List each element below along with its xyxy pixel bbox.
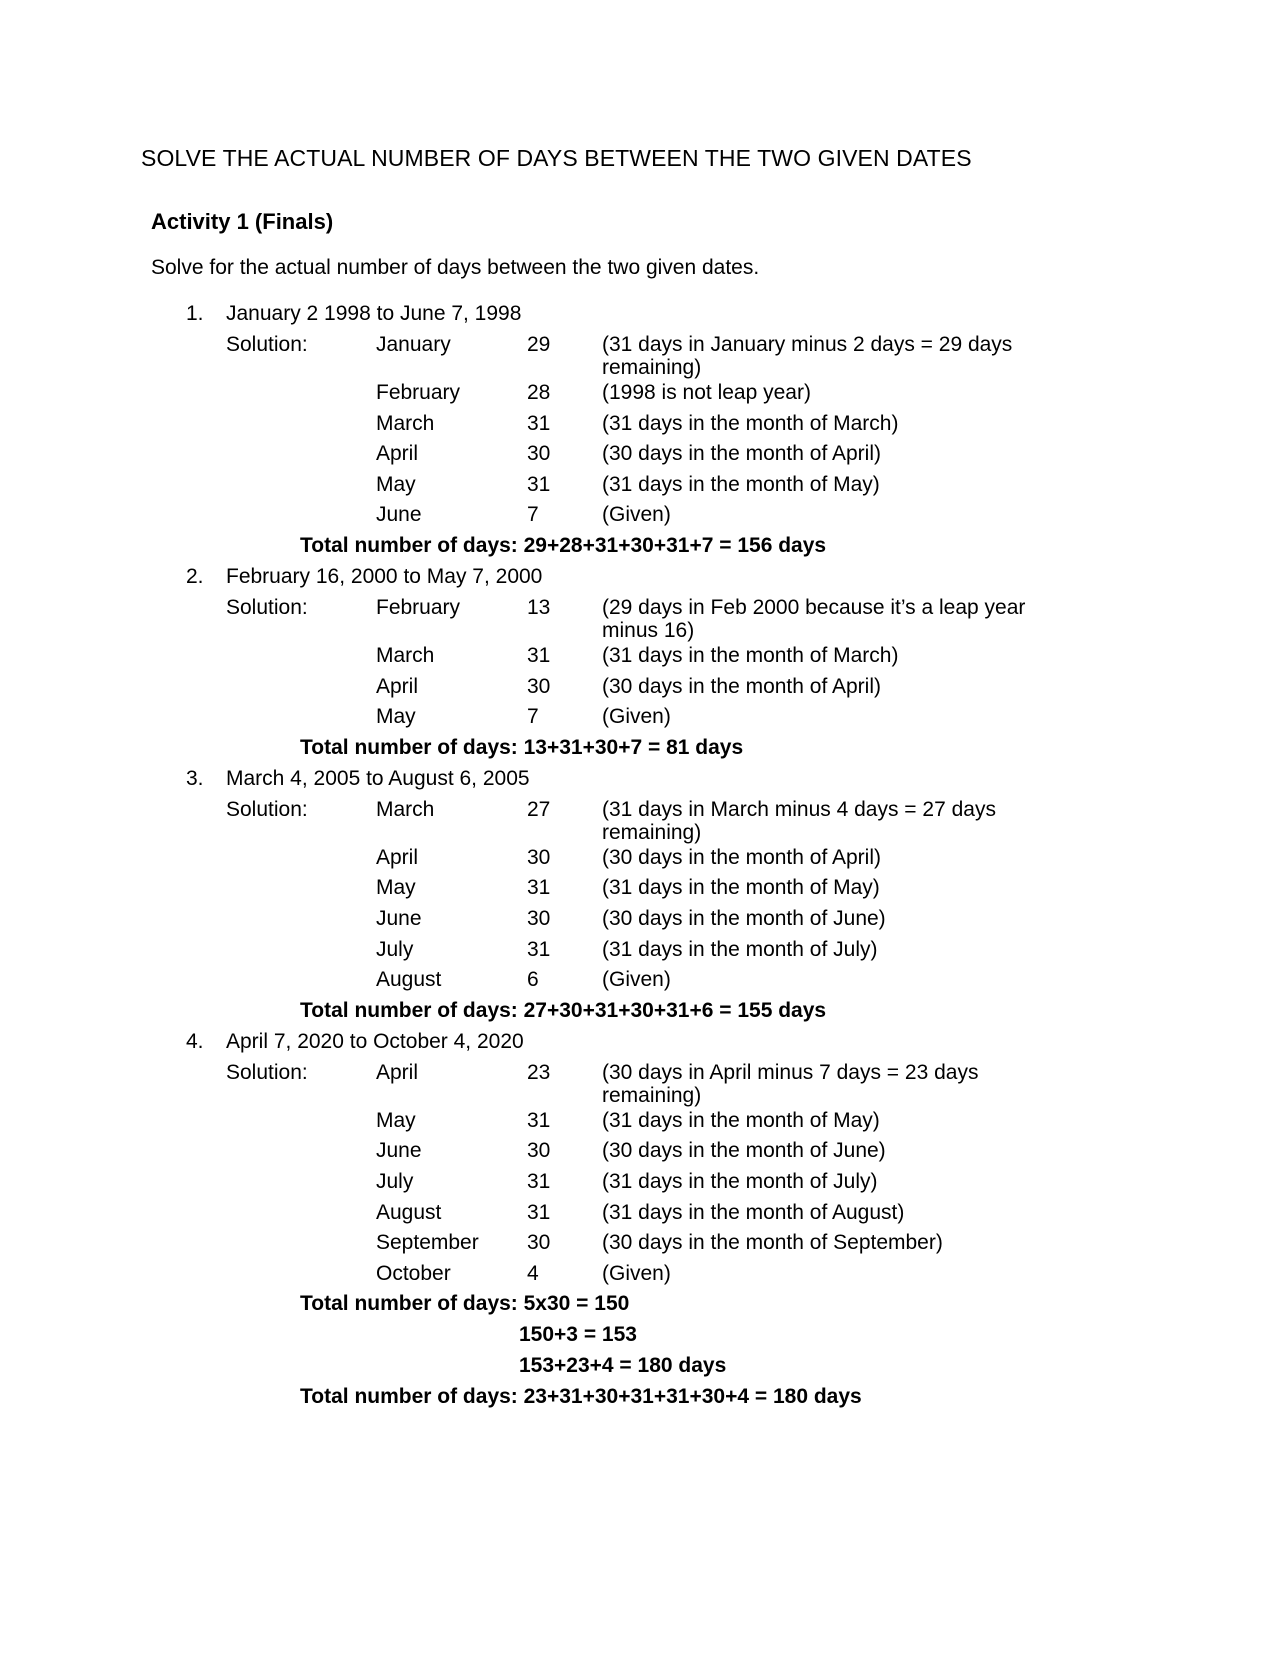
solution-row — [0, 410, 1280, 441]
problem-item — [0, 1028, 1280, 1415]
month-name: April — [376, 442, 419, 466]
total-expression: Total number of days: 5x30 = 150 — [300, 1292, 630, 1316]
row-note: (30 days in the month of April) — [602, 845, 881, 869]
problem-question: February 16, 2000 to May 7, 2000 — [226, 564, 543, 588]
total-expression: Total number of days: 27+30+31+30+31+6 = 155 days — [300, 998, 827, 1022]
month-name: May — [376, 876, 416, 900]
solution-label: Solution: — [226, 595, 308, 619]
total-line — [0, 1352, 1280, 1383]
problem-question-line — [0, 563, 1280, 594]
problem-question-line — [0, 300, 1280, 331]
days-count: 31 — [527, 876, 551, 900]
days-count: 31 — [527, 411, 551, 435]
problem-item — [0, 300, 1280, 563]
row-note: (31 days in the month of March) — [602, 643, 899, 667]
problem-question-line — [0, 1028, 1280, 1059]
days-count: 30 — [527, 845, 551, 869]
month-name: January — [376, 333, 451, 356]
total-line — [0, 734, 1280, 765]
solution-row — [0, 844, 1280, 875]
month-name: May — [376, 472, 416, 496]
row-note: (30 days in the month of April) — [602, 442, 881, 466]
row-note: (31 days in the month of August) — [602, 1200, 905, 1224]
problem-question: April 7, 2020 to October 4, 2020 — [226, 1029, 524, 1053]
solution-row — [0, 1199, 1280, 1230]
solution-row — [0, 471, 1280, 502]
total-expression: Total number of days: 23+31+30+31+31+30+4 = 180 days — [300, 1385, 862, 1409]
solution-row — [0, 905, 1280, 936]
solution-row — [0, 1059, 1280, 1107]
total-line — [0, 1290, 1280, 1321]
row-note: (31 days in the month of July) — [602, 937, 878, 961]
solution-row — [0, 1137, 1280, 1168]
row-note: (30 days in the month of June) — [602, 906, 886, 930]
total-step: 153+23+4 = 180 days — [519, 1354, 727, 1378]
days-count: 31 — [527, 1108, 551, 1132]
month-name: April — [376, 1060, 419, 1084]
month-name: July — [376, 937, 414, 961]
days-count: 30 — [527, 1231, 551, 1255]
month-name: June — [376, 906, 422, 930]
month-name: September — [376, 1231, 479, 1255]
row-note: (31 days in the month of May) — [602, 1108, 880, 1132]
month-name: June — [376, 1139, 422, 1163]
total-line — [0, 532, 1280, 563]
days-count: 27 — [527, 797, 551, 821]
days-count: 4 — [527, 1261, 539, 1285]
row-note: (30 days in April minus 7 days = 23 days remaining) — [602, 1060, 979, 1107]
row-note: (30 days in the month of April) — [602, 674, 881, 698]
days-count: 6 — [527, 968, 539, 992]
instructions-text: Solve for the actual number of days between the two given dates. — [151, 256, 760, 279]
row-note: (31 days in March minus 4 days = 27 days remaining) — [602, 797, 996, 844]
row-note: (Given) — [602, 968, 671, 992]
solution-row — [0, 1229, 1280, 1260]
row-note: (31 days in the month of May) — [602, 472, 880, 496]
activity-heading: Activity 1 (Finals) — [151, 209, 334, 234]
total-line — [0, 997, 1280, 1028]
total-line — [0, 1321, 1280, 1352]
month-name: April — [376, 674, 419, 698]
days-count: 30 — [527, 906, 551, 930]
days-count: 31 — [527, 1200, 551, 1224]
month-name: March — [376, 411, 435, 435]
days-count: 31 — [527, 472, 551, 496]
row-note: (30 days in the month of June) — [602, 1139, 886, 1163]
days-count: 7 — [527, 503, 539, 527]
row-note: (31 days in the month of July) — [602, 1169, 878, 1193]
days-count: 31 — [527, 937, 551, 961]
document-title: SOLVE THE ACTUAL NUMBER OF DAYS BETWEEN THE TWO GIVEN DATES — [141, 145, 972, 171]
days-count: 28 — [527, 381, 551, 404]
days-count: 31 — [527, 643, 551, 667]
month-name: May — [376, 705, 416, 729]
solution-row — [0, 1168, 1280, 1199]
month-name: July — [376, 1169, 414, 1193]
month-name: February — [376, 595, 461, 619]
month-name: March — [376, 797, 435, 821]
problem-question-line — [0, 765, 1280, 796]
days-count: 7 — [527, 705, 539, 729]
total-expression: Total number of days: 29+28+31+30+31+7 = 156 days — [300, 533, 827, 557]
problem-number: 1. — [186, 302, 204, 325]
solution-row — [0, 1260, 1280, 1291]
total-step: 150+3 = 153 — [519, 1323, 637, 1347]
month-name: August — [376, 1200, 442, 1224]
solution-row — [0, 501, 1280, 532]
days-count: 30 — [527, 1139, 551, 1163]
month-name: August — [376, 968, 442, 992]
month-name: March — [376, 643, 435, 667]
solution-row — [0, 440, 1280, 471]
solution-row — [0, 673, 1280, 704]
problem-number: 3. — [186, 766, 204, 790]
row-note: (Given) — [602, 705, 671, 729]
solution-row — [0, 703, 1280, 734]
days-count: 13 — [527, 595, 551, 619]
problem-number: 4. — [186, 1029, 204, 1053]
solution-label: Solution: — [226, 1060, 308, 1084]
problem-item — [0, 765, 1280, 1028]
row-note: (29 days in Feb 2000 because it’s a leap year minus 16) — [602, 595, 1026, 642]
problem-number: 2. — [186, 564, 204, 588]
solution-row — [0, 1107, 1280, 1138]
row-note: (1998 is not leap year) — [602, 381, 811, 404]
row-note: (31 days in January minus 2 days = 29 days remaining) — [602, 333, 1013, 379]
month-name: October — [376, 1261, 451, 1285]
days-count: 30 — [527, 442, 551, 466]
month-name: May — [376, 1108, 416, 1132]
month-name: April — [376, 845, 419, 869]
solution-row — [0, 594, 1280, 642]
problem-question: January 2 1998 to June 7, 1998 — [226, 302, 522, 325]
solution-row — [0, 796, 1280, 844]
days-count: 31 — [527, 1169, 551, 1193]
solution-row — [0, 966, 1280, 997]
solution-row — [0, 379, 1280, 410]
days-count: 30 — [527, 674, 551, 698]
days-count: 29 — [527, 333, 551, 356]
row-note: (31 days in the month of May) — [602, 876, 880, 900]
solution-row — [0, 874, 1280, 905]
month-name: June — [376, 503, 422, 527]
problem-question: March 4, 2005 to August 6, 2005 — [226, 766, 530, 790]
problem-item — [0, 563, 1280, 765]
month-name: February — [376, 381, 461, 404]
solution-row — [0, 936, 1280, 967]
row-note: (Given) — [602, 1261, 671, 1285]
problem-list — [0, 300, 1280, 1414]
total-line — [0, 1383, 1280, 1414]
row-note: (31 days in the month of March) — [602, 411, 899, 435]
row-note: (30 days in the month of September) — [602, 1231, 943, 1255]
row-note: (Given) — [602, 503, 671, 527]
solution-row — [0, 642, 1280, 673]
days-count: 23 — [527, 1060, 551, 1084]
total-expression: Total number of days: 13+31+30+7 = 81 days — [300, 735, 744, 759]
solution-label: Solution: — [226, 333, 308, 356]
solution-label: Solution: — [226, 797, 308, 821]
solution-row — [0, 331, 1280, 379]
